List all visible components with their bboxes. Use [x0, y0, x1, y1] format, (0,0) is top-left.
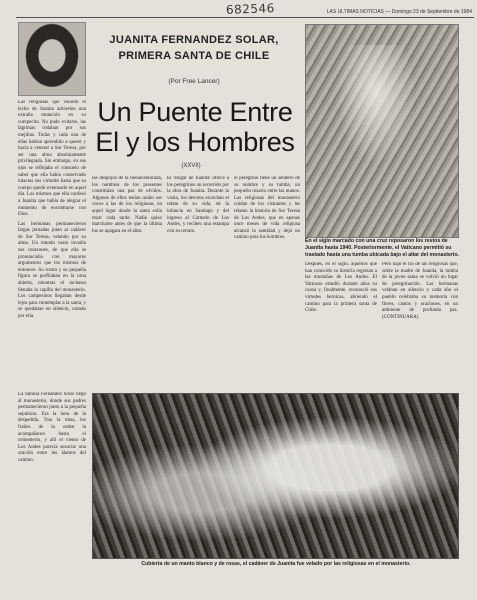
- text-column-5: [305, 262, 377, 390]
- funeral-photo: [92, 393, 459, 559]
- top-rule: [16, 17, 474, 18]
- monastery-photo: [305, 24, 459, 238]
- handwritten-archive-number: 682546: [225, 1, 276, 17]
- column-text: las despojos de la bienaventurada, los nombres de los presentes constituían una paz de olvidos. Algunos de ellos tenían unido sus voces a las de los religiosas, en aquel lugar donde la santa solía rezar cada tarde. Nadie quiso marcharse antes de que la última luz se apagara en el altar.: [92, 176, 162, 234]
- text-column-4: [234, 176, 300, 386]
- text-column-3: [167, 176, 229, 386]
- headline: [88, 32, 300, 64]
- column-text: Después, en el siglo, aquellos que han conocido su historia regresan a las montañas de Los Andes. El Vaticano estudió durante años su causa y, finalmente, reconoció sus virtudes heroicas, abriendo el camino para la primera santa de Chile.: [305, 262, 377, 314]
- title-line-1: Un Puente Entre: [97, 97, 293, 127]
- title-line-2: El y los Hombres: [95, 127, 295, 157]
- chapter-number: (XXVII): [181, 163, 201, 169]
- text-column-1: [18, 100, 86, 385]
- column-text: Las hermanas permanecieron largas jornadas junto al cadáver de Sor Teresa, velando por su alma. Un mundo vasto invadía sus corazones, de que ella se pronunciaba con mayores argumentos que los mismos de entonces. Su rostro y su pequeña figura se perfilaban en la urna abierta, mientras el incienso llenaba la capilla del monasterio. Los campesinos llegaban desde lejos para contemplar a la santa, y se quedaban en silencio, orando por ella.: [18, 221, 86, 319]
- headline-line-1: JUANITA FERNANDEZ SOLAR,: [109, 34, 279, 46]
- funeral-photo-caption: Cubierta de un manto blanco y de rosas, el cadáver de Juanita fue velado por las religiosas en el monasterio.: [141, 561, 411, 567]
- column-text: Las religiosas que velaron el lecho de Juanita advierten una extraña mutación en su cuerpecito. No pudo evitarse, las lágrimas rodaban por sus mejillas. Todas y cada una de ellas habían aprendido a querer y hacia a venerar a Sor Teresa, por ser una alma absolutamente privilegiada. Sin embargo, en sus ojos se reflejaba el consuelo de saber que ella había conservado intactas sus virtudes hasta que su cuerpo quedó extenuado en aquel día. Los mismos que ella confesó a Juanita que había de alegrar el momento de encontrarse con Dios.: [18, 100, 86, 218]
- text-column-2: [92, 176, 162, 386]
- photo-highlight: [336, 45, 416, 165]
- column-text: Pero bajo el fin de las religiosas que, sobre la madre de Juanita, la tumba de la joven santa se volvió un lugar de peregrinación. Las hermanas velaban en silencio y cada año el pueblo celebraba su memoria con flores, cantos y oraciones, en un ambiente de profunda paz. (CONTINUARA): [382, 262, 458, 320]
- photo-caption: En el siglo marcado con una cruz reposaron los restos de Juanita hasta 1940. Posteriormente, el Vaticano permitió su traslado hasta una tumba ubicada bajo el altar del monasterio.: [305, 238, 459, 258]
- headline-line-2: PRIMERA SANTA DE CHILE: [118, 50, 270, 62]
- portrait-photo: [18, 22, 86, 96]
- text-column-6: [382, 262, 458, 390]
- column-text: el peregrino tiene un sendero de su nombre y su tumba, un pequeño rosario entre las manos. Las religiosas del monasterio cuidan de los visitantes y les relatan la historia de Sor Teresa de Los Andes, que en apenas once meses de vida religiosa alcanzó la santidad y dejó un camino para los hombres.: [234, 176, 300, 241]
- masthead: LAS ULTIMAS NOTICIAS — Domingo 23 de Septiembre de 1984: [326, 9, 472, 15]
- column-text: El 'Hogar de Juanita' ofrece a los peregrinos un recorrido por la obra de Juanita. Durante la visita, los devotos escuchan el relato de su vida, de la infancia en Santiago y del ingreso al Carmelo de Los Andes, y reciben una estampa con su retrato.: [167, 176, 229, 234]
- column-text: La familia Fernández Solar llegó al monasterio, donde sus padres permanecieron junto a la pequeña sepultura. Era la hora de la despedida. Tras la misa, los frailes de la orden la acompañaron hasta el cementerio, y allí el viento de Los Andes parecía susurrar una oración entre los álamos del camino.: [18, 392, 86, 463]
- text-column-1b: [18, 392, 86, 592]
- byline: (Por Free Lancer): [168, 78, 220, 85]
- article-title: [92, 97, 298, 157]
